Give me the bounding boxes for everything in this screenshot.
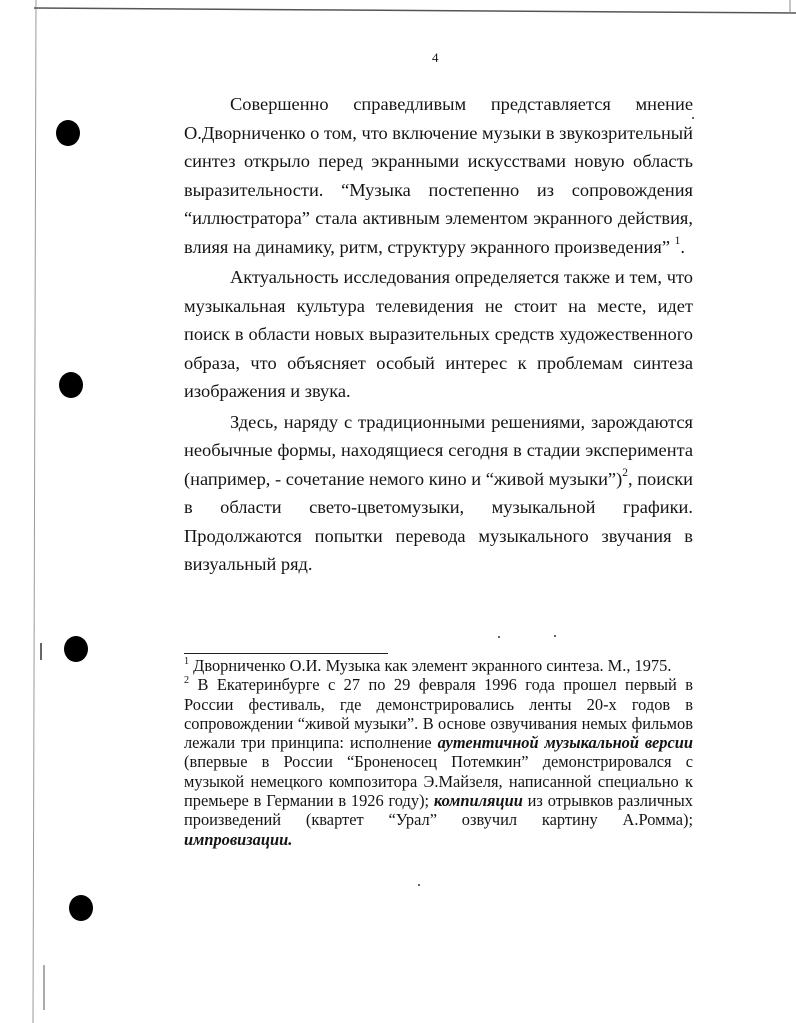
footnote-separator xyxy=(184,653,388,654)
paragraph-2: Актуальность исследования определяется также и тем, что музыкальная культура телевидения не стоит на месте, идет поиск в области новых выразительных средств художественного образа, что объясняет особый интерес к проблемам синтеза изображения и звука. xyxy=(184,267,693,401)
footnote-1 xyxy=(184,656,693,675)
punch-hole-1 xyxy=(56,120,80,146)
body-text xyxy=(184,90,693,581)
scan-speck xyxy=(418,884,420,886)
paragraph-3-text-b: , поиски в области свето-цветомузыки, музыкальной графики. Продолжаются попытки перевода музыкального звучания в визуальный ряд. xyxy=(184,468,694,574)
paragraph-3 xyxy=(184,408,693,579)
paragraph-3-text-a: Здесь, наряду с традиционными решениями, зарождаются необычные формы, находящиеся сегодня в стадии эксперимента (например, - сочетание немого кино и “живой музыки”) xyxy=(184,411,693,489)
scan-speck xyxy=(498,636,500,638)
footnote-2-mark: 2 xyxy=(184,674,190,686)
paragraph-1-end: . xyxy=(680,236,685,257)
punch-hole-2 xyxy=(59,372,83,398)
scan-speck xyxy=(692,117,694,119)
punch-hole-3 xyxy=(64,636,88,662)
footnote-2-emphasis-1: аутентичной музыкальной версии xyxy=(437,733,693,753)
paragraph-1 xyxy=(184,90,693,261)
footnote-1-text: Дворниченко О.И. Музыка как элемент экранного синтеза. М., 1975. xyxy=(189,656,672,675)
scan-speck xyxy=(554,635,556,637)
footnote-2-text-c: из отрывков различных произведений (квартет “Урал” озвучил картину А.Ромма); xyxy=(184,791,694,830)
paragraph-1-text: Совершенно справедливым представляется мнение О.Дворниченко о том, что включение музыки в звукозрительный синтез открыло перед экранными искусствами новую область выразительности. “Музыка постепенно из сопровождения “иллюстратора” стала активным элементом экранного действия, влияя на динамику, ритм, структуру экранного произведения” xyxy=(184,94,693,257)
footnote-ref-2: 2 xyxy=(622,467,628,480)
footnote-2-emphasis-2: компиляции xyxy=(433,791,523,811)
footnote-2-text-b: (впервые в России “Броненосец Потемкин” демонстрировался с музыкой немецкого композитора Э.Майзеля, написанной специально к премьере в Германии в 1926 году); xyxy=(184,752,693,811)
footnote-ref-1: 1 xyxy=(674,235,681,248)
page-number: 4 xyxy=(432,50,439,65)
footnotes xyxy=(184,656,693,849)
footnote-2-text-a: В Екатеринбурге с 27 по 29 февраля 1996 года прошел первый в России фестиваль, где демонстрировались ленты 20-х годов в сопровождении “живой музыки”. В основе озвучивания немых фильмов лежали три принципа: исполнение xyxy=(184,675,693,753)
footnote-2 xyxy=(184,675,693,849)
footnote-1-mark: 1 xyxy=(184,655,190,667)
footnote-2-emphasis-3: импровизации. xyxy=(184,829,293,849)
punch-hole-4 xyxy=(69,895,93,921)
